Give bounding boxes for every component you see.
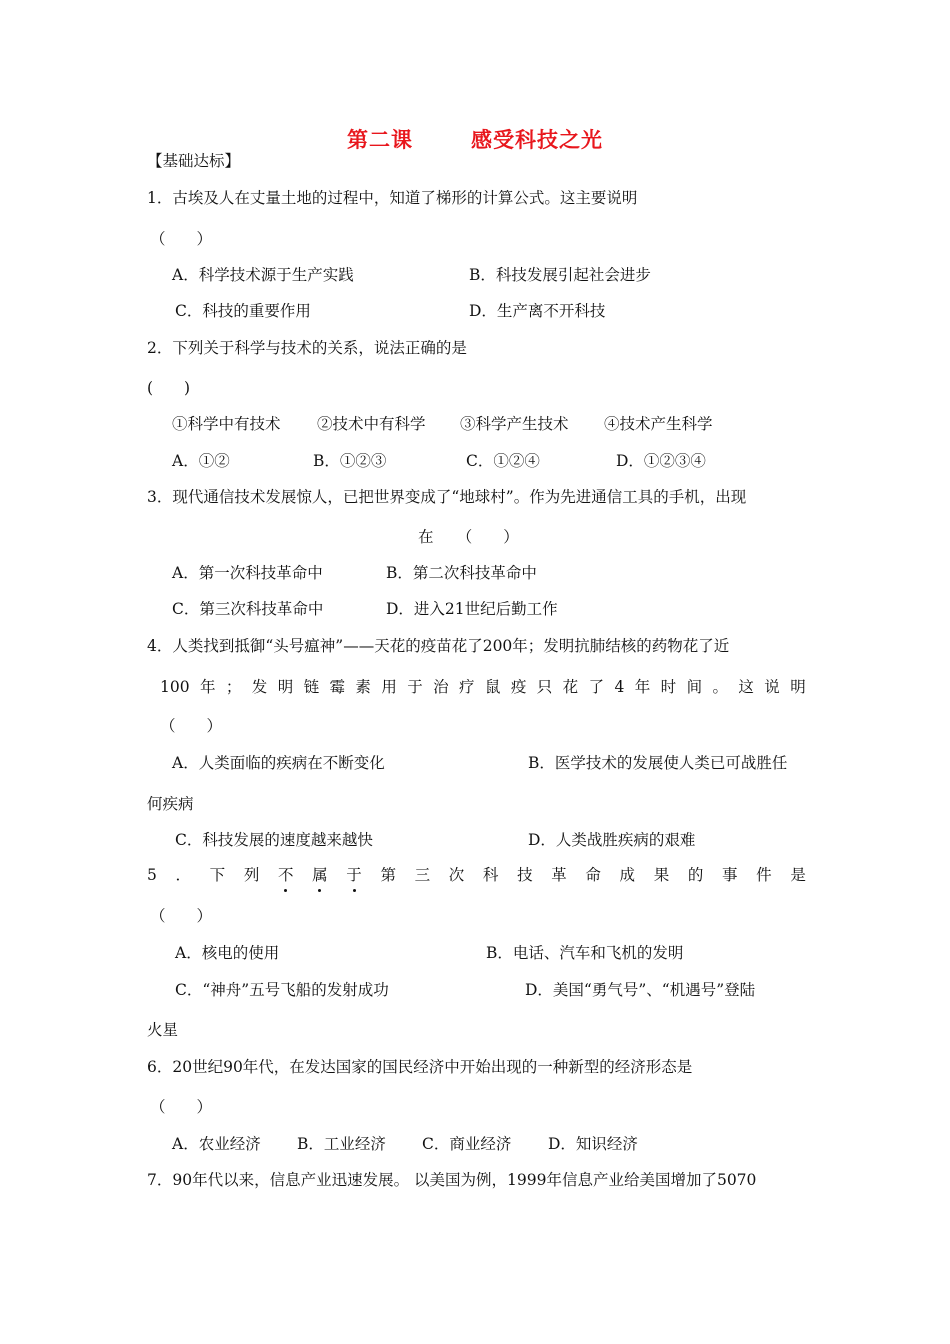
q4-token: 明	[790, 678, 806, 696]
q3-option-b: B．第二次科技革命中	[386, 564, 537, 582]
q1-option-b: B．科技发展引起社会进步	[469, 266, 651, 284]
q5-blank: （ ）	[150, 907, 213, 925]
q5-token: 是	[790, 866, 806, 884]
q4-option-c: C．科技发展的速度越来越快	[175, 831, 373, 849]
q5-token: 事	[722, 866, 738, 884]
q6-option-b: B．工业经济	[297, 1135, 386, 1153]
q5-stem	[147, 865, 806, 885]
section-heading: 【基础达标】	[147, 152, 241, 170]
q6-option-c: C．商业经济	[422, 1135, 512, 1153]
q4-blank: （ ）	[160, 717, 223, 735]
q1-option-c: C．科技的重要作用	[175, 302, 311, 320]
q5-option-b: B．电话、汽车和飞机的发明	[486, 944, 684, 962]
q4-option-a: A．人类面临的疾病在不断变化	[172, 754, 385, 772]
q6-blank: （ ）	[150, 1098, 213, 1116]
q2-stem: 2．下列关于科学与技术的关系，说法正确的是	[147, 339, 467, 357]
q5-token: 件	[756, 866, 772, 884]
title-lesson: 第二课	[347, 127, 413, 152]
q4-option-d: D．人类战胜疾病的艰难	[528, 831, 696, 849]
q2-item-3: ③科学产生技术	[460, 415, 569, 433]
q4-token: 于	[407, 678, 423, 696]
q5-token: 下	[209, 866, 226, 884]
q4-token: ；	[225, 678, 242, 696]
q2-option-a: A．①②	[172, 452, 230, 470]
q3-option-c: C．第三次科技革命中	[172, 600, 324, 618]
q5-emphasis-token: 不	[277, 866, 294, 884]
q2-item-1: ①科学中有技术	[172, 415, 281, 433]
q4-token: 间	[686, 678, 703, 696]
q4-token: 疫	[510, 678, 527, 696]
q4-token: 霉	[329, 678, 346, 696]
q5-option-d-continued: 火星	[147, 1021, 179, 1039]
q2-item-2: ②技术中有科学	[317, 415, 426, 433]
q2-option-d: D．①②③④	[616, 452, 706, 470]
q4-token: 100	[160, 678, 190, 696]
q2-option-c: C．①②④	[466, 452, 540, 470]
q4-token: 4	[614, 678, 625, 696]
q3-stem: 3．现代通信技术发展惊人，已把世界变成了“地球村”。作为先进通信工具的手机，出现	[147, 488, 747, 506]
q5-option-c: C．“神舟”五号飞船的发射成功	[175, 981, 389, 999]
q6-stem: 6．20世纪90年代，在发达国家的国民经济中开始出现的一种新型的经济形态是	[147, 1058, 693, 1076]
q4-token: 素	[355, 678, 371, 696]
q4-stem-line2	[160, 677, 806, 697]
q4-token: 时	[660, 678, 677, 696]
q4-token: 发	[251, 678, 268, 696]
q4-token: 明	[277, 678, 294, 696]
q5-token: 命	[585, 866, 601, 884]
q5-token: 技	[517, 866, 533, 884]
title-topic: 感受科技之光	[471, 127, 603, 152]
q7-stem: 7．90年代以来，信息产业迅速发展。 以美国为例，1999年信息产业给美国增加了5070	[147, 1171, 757, 1189]
q5-token: 次	[448, 866, 465, 884]
q4-token: 鼠	[484, 678, 501, 696]
q5-token: 列	[243, 866, 260, 884]
q5-token: 成	[619, 866, 636, 884]
q4-stem: 4．人类找到抵御“头号瘟神”——天花的疫苗花了200年；发明抗肺结核的药物花了近	[147, 637, 730, 655]
q4-token: 花	[562, 678, 579, 696]
q4-token: 说	[764, 678, 780, 696]
q1-stem: 1．古埃及人在丈量土地的过程中，知道了梯形的计算公式。这主要说明	[147, 189, 638, 207]
q4-token: 年	[199, 678, 216, 696]
q2-option-b: B．①②③	[313, 452, 387, 470]
q5-token: 科	[482, 866, 499, 884]
q1-option-d: D．生产离不开科技	[469, 302, 606, 320]
q4-option-b: B．医学技术的发展使人类已可战胜任	[528, 754, 788, 772]
q5-token: 三	[414, 866, 431, 884]
q6-option-a: A．农业经济	[172, 1135, 261, 1153]
q4-token: 年	[634, 678, 651, 696]
q4-token: 只	[536, 678, 553, 696]
q5-emphasis-token: 属	[312, 866, 328, 884]
q5-option-a: A．核电的使用	[175, 944, 280, 962]
q2-item-4: ④技术产生科学	[604, 415, 713, 433]
q4-token: 治	[433, 678, 449, 696]
q6-option-d: D．知识经济	[548, 1135, 638, 1153]
q5-emphasis-token: 于	[346, 866, 362, 884]
q4-token: 疗	[459, 678, 475, 696]
q4-token: 。	[712, 678, 728, 696]
q3-option-a: A．第一次科技革命中	[172, 564, 323, 582]
q4-token: 了	[588, 678, 605, 696]
q4-token: 用	[381, 678, 397, 696]
q5-token: 革	[551, 866, 567, 884]
q4-token: 这	[738, 678, 754, 696]
q5-option-d: D．美国“勇气号”、“机遇号”登陆	[525, 981, 756, 999]
page-title	[0, 124, 950, 154]
q1-blank: （ ）	[150, 230, 213, 248]
q1-option-a: A．科学技术源于生产实践	[172, 266, 354, 284]
q5-token: 5	[147, 866, 157, 884]
q5-token: ．	[175, 866, 192, 884]
q5-token: 果	[653, 866, 670, 884]
q2-blank: ( )	[147, 379, 191, 397]
q4-token: 链	[303, 678, 320, 696]
q5-token: 第	[380, 866, 396, 884]
q5-token: 的	[687, 866, 704, 884]
q3-stem-continued: 在 （ ）	[418, 528, 519, 546]
q4-option-b-continued: 何疾病	[147, 795, 194, 813]
q3-option-d: D．进入21世纪后勤工作	[386, 600, 558, 618]
